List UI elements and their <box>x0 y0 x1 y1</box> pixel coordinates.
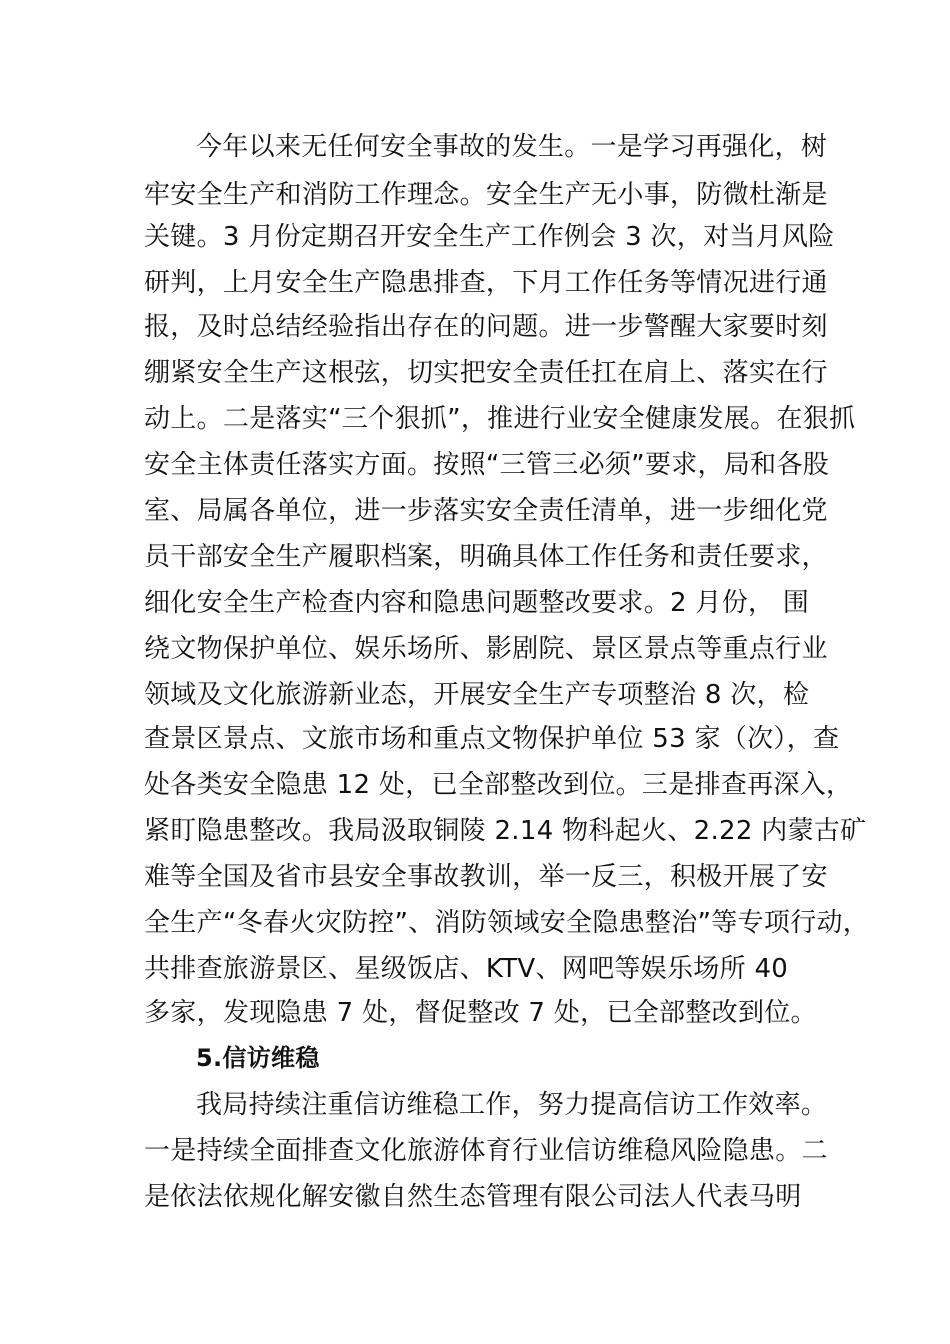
paragraph-line: 是依法依规化解安徽自然生态管理有限公司法人代表马明 <box>144 1182 802 1212</box>
paragraph-line: 安全主体责任落实方面。按照“三管三必须”要求，局和各股 <box>144 450 830 480</box>
paragraph-line: 领域及文化旅游新业态，开展安全生产专项整治 8 次，检 <box>144 680 810 710</box>
paragraph-line: 绷紧安全生产这根弦，切实把安全责任扛在肩上、落实在行 <box>144 358 828 388</box>
paragraph-line: 牢安全生产和消防工作理念。安全生产无小事，防微杜渐是 <box>144 180 828 210</box>
paragraph-line: 动上。二是落实“三个狠抓”，推进行业安全健康发展。在狠抓 <box>144 404 856 434</box>
paragraph-line: 今年以来无任何安全事故的发生。一是学习再强化，树 <box>196 132 828 162</box>
paragraph-line: 多家，发现隐患 7 处，督促整改 7 处，已全部整改到位。 <box>144 998 817 1028</box>
paragraph-line: 我局持续注重信访维稳工作，努力提高信访工作效率。 <box>196 1090 828 1120</box>
paragraph-line: 全生产“冬春火灾防控”、消防领域安全隐患整治”等专项行动， <box>144 908 870 938</box>
paragraph-line: 报，及时总结经验指出存在的问题。进一步警醒大家要时刻 <box>144 312 828 342</box>
paragraph-line: 细化安全生产检查内容和隐患问题整改要求。2 月份， 围 <box>144 588 810 618</box>
paragraph-line: 一是持续全面排查文化旅游体育行业信访维稳风险隐患。二 <box>144 1136 828 1166</box>
paragraph-line: 紧盯隐患整改。我局汲取铜陵 2.14 物科起火、2.22 内蒙古矿 <box>144 816 867 846</box>
paragraph-line: 员干部安全生产履职档案，明确具体工作任务和责任要求， <box>144 542 828 572</box>
paragraph-line: 关键。3 月份定期召开安全生产工作例会 3 次，对当月风险 <box>144 222 835 252</box>
paragraph-line: 绕文物保护单位、娱乐场所、影剧院、景区景点等重点行业 <box>144 634 828 664</box>
paragraph-line: 共排查旅游景区、星级饭店、KTV、网吧等娱乐场所 40 <box>144 954 789 984</box>
paragraph-line: 研判，上月安全生产隐患排查，下月工作任务等情况进行通 <box>144 268 828 298</box>
paragraph-line: 难等全国及省市县安全事故教训，举一反三，积极开展了安 <box>144 862 828 892</box>
paragraph-line: 查景区景点、文旅市场和重点文物保护单位 53 家（次），查 <box>144 724 840 754</box>
section-heading: 5.信访维稳 <box>196 1044 320 1072</box>
paragraph-line: 处各类安全隐患 12 处，已全部整改到位。三是排查再深入， <box>144 770 853 800</box>
paragraph-line: 室、局属各单位，进一步落实安全责任清单，进一步细化党 <box>144 496 828 526</box>
